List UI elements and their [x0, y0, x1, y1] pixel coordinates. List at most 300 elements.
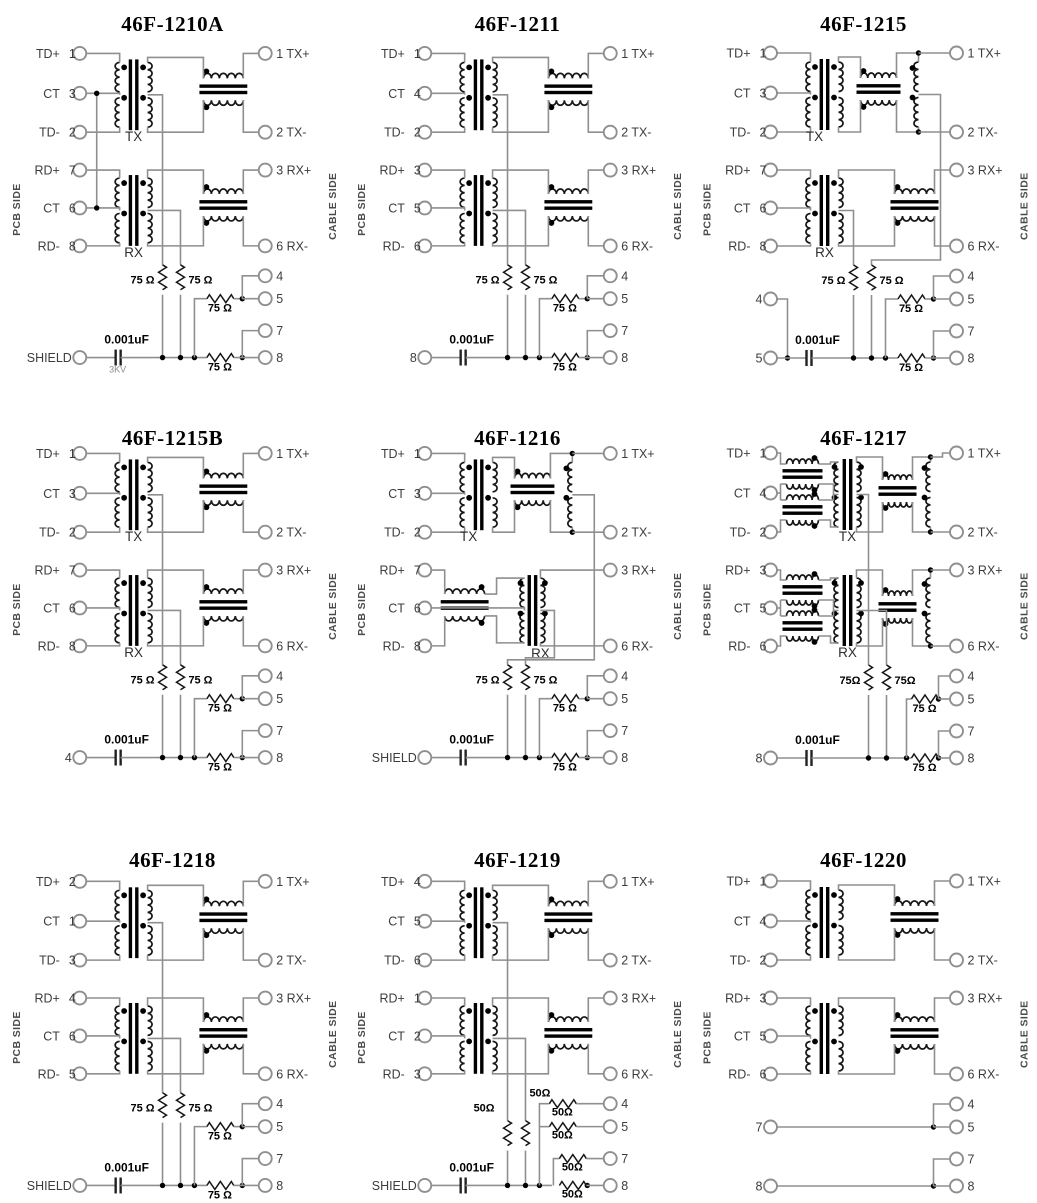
wire	[148, 1044, 204, 1074]
polarity-dot-icon	[812, 523, 818, 529]
resistor	[552, 354, 579, 362]
right-pin-label: 8	[621, 751, 629, 766]
wire	[148, 216, 204, 246]
pin-number: 2	[759, 525, 767, 540]
junction-dot	[505, 755, 510, 760]
circuit-title: 46F-1210A	[121, 12, 224, 36]
winding-coil	[148, 926, 152, 955]
core-bar	[135, 1003, 138, 1074]
pin-terminal	[950, 526, 963, 539]
polarity-dot-icon	[812, 1008, 818, 1014]
polarity-dot-icon	[910, 95, 916, 101]
wire	[588, 53, 603, 78]
wire	[934, 331, 951, 358]
pin-terminal	[604, 1152, 617, 1165]
polarity-dot-icon	[140, 464, 146, 470]
core-bar	[511, 484, 555, 487]
polarity-dot-icon	[121, 1008, 127, 1014]
core-bar	[544, 1034, 592, 1037]
cable-side-label: CABLE SIDE	[673, 572, 685, 640]
right-pin-label: 7	[967, 324, 975, 339]
wire	[588, 100, 603, 132]
polarity-dot-icon	[485, 1008, 491, 1014]
wire	[588, 1044, 603, 1074]
winding-coil	[115, 578, 119, 607]
bottom-pin-label: 8	[409, 351, 417, 366]
choke-coil	[548, 73, 588, 78]
pin-label: TD-	[39, 953, 60, 968]
circuit-title: 46F-1220	[820, 848, 907, 872]
resistor	[207, 295, 234, 303]
cable-side-label: CABLE SIDE	[328, 1000, 340, 1068]
pin-number: 4	[413, 874, 421, 889]
resistor	[504, 265, 512, 290]
wire	[431, 1036, 464, 1038]
core-bar	[891, 207, 939, 210]
right-pin-label: 8	[967, 751, 975, 766]
wire	[86, 208, 119, 210]
pin-label: TD+	[35, 874, 60, 889]
capacitor-value: 0.001uF	[104, 1160, 149, 1175]
pin-terminal	[259, 1179, 272, 1192]
wire	[86, 170, 119, 178]
wire	[86, 608, 119, 610]
core-bar	[199, 84, 247, 87]
right-pin-label: 6 RX-	[621, 639, 654, 654]
schematic-46F-1217	[690, 400, 1037, 800]
schematic-46F-1215	[690, 0, 1037, 400]
resistor	[159, 1093, 167, 1118]
polarity-dot-icon	[204, 896, 210, 902]
wire	[939, 676, 951, 699]
winding-coil	[493, 890, 497, 919]
resistor	[898, 354, 925, 362]
polarity-dot-icon	[204, 584, 210, 590]
pin-terminal	[604, 1179, 617, 1192]
wire	[934, 1159, 951, 1186]
cable-side-label: CABLE SIDE	[328, 572, 340, 640]
polarity-dot-icon	[121, 923, 127, 929]
wire	[243, 216, 258, 246]
junction-dot	[523, 755, 528, 760]
winding-coil	[493, 462, 497, 491]
wire	[550, 453, 572, 478]
core-bar	[879, 493, 917, 496]
resistor	[159, 265, 167, 290]
core-bar	[826, 59, 829, 130]
polarity-dot-icon	[883, 621, 889, 627]
wire	[148, 928, 204, 960]
winding-coil	[148, 613, 152, 642]
polarity-dot-icon	[121, 892, 127, 898]
winding-coil	[460, 1006, 464, 1035]
wire	[86, 921, 119, 922]
winding-coil	[839, 1006, 844, 1036]
winding-coil	[460, 462, 464, 491]
pin-label: RD+	[379, 163, 405, 178]
pin-terminal	[604, 526, 617, 539]
resistor	[898, 295, 925, 303]
core-bar	[199, 91, 247, 94]
pin-label: TD-	[39, 525, 60, 540]
wire	[839, 100, 861, 132]
wire	[839, 998, 895, 1022]
winding-coil	[839, 926, 844, 956]
resistor	[865, 665, 873, 690]
pin-terminal	[259, 954, 272, 967]
core-bar	[820, 59, 823, 130]
resistor-value: 75 Ω	[188, 674, 213, 687]
choke-coil	[445, 616, 485, 621]
polarity-dot-icon	[812, 95, 818, 101]
polarity-dot-icon	[121, 495, 127, 501]
wire	[148, 616, 204, 646]
wire	[493, 928, 549, 960]
polarity-dot-icon	[479, 584, 485, 590]
polarity-dot-icon	[812, 180, 818, 186]
pin-terminal	[604, 751, 617, 764]
winding-coil	[806, 214, 811, 244]
polarity-dot-icon	[812, 491, 818, 497]
core-bar	[783, 512, 823, 515]
polarity-dot-icon	[922, 465, 928, 471]
junction-dot	[866, 755, 871, 760]
wire	[86, 493, 119, 494]
core-bar	[783, 585, 823, 588]
pin-terminal	[259, 1067, 272, 1080]
transformer-label: RX	[838, 645, 857, 660]
winding-coil	[857, 498, 862, 528]
transformer-label: TX	[460, 529, 478, 545]
core-bar	[820, 175, 823, 246]
resistor	[176, 265, 184, 290]
core-bar	[474, 459, 477, 530]
circuit-title: 46F-1216	[474, 426, 561, 450]
wire	[243, 570, 258, 594]
pin-terminal	[764, 752, 777, 765]
winding-coil	[926, 498, 931, 528]
circuit-cell-1211	[345, 0, 690, 400]
circuit-title: 46F-1219	[474, 848, 561, 872]
core-bar	[480, 459, 483, 530]
pin-terminal	[259, 992, 272, 1005]
pin-label: RD-	[728, 1067, 751, 1082]
wire	[148, 500, 204, 532]
right-pin-label: 4	[967, 1097, 975, 1112]
wire	[777, 208, 811, 211]
resistor	[504, 665, 512, 690]
winding-coil	[115, 178, 119, 207]
resistor	[552, 695, 579, 703]
pin-number: 3	[68, 486, 76, 501]
wire	[935, 1044, 951, 1074]
pin-number: 7	[68, 563, 76, 578]
core-bar	[544, 84, 592, 87]
pin-number: 6	[759, 639, 767, 654]
resistor	[207, 1181, 234, 1189]
wire	[934, 276, 951, 299]
pin-terminal	[764, 1180, 777, 1193]
pin-label: RD+	[379, 563, 405, 578]
pin-terminal	[259, 875, 272, 888]
pin-label: TD-	[729, 125, 751, 140]
pin-label: RD-	[37, 639, 60, 654]
pin-label: TD+	[726, 46, 751, 61]
pin-terminal	[259, 324, 272, 337]
cable-side-label: CABLE SIDE	[328, 172, 340, 240]
core-bar	[135, 459, 138, 530]
right-pin-label: 4	[276, 669, 284, 684]
pin-number: 5	[759, 601, 767, 616]
pin-label: RD-	[382, 639, 405, 654]
pin-number: 5	[759, 1029, 767, 1044]
wire	[86, 955, 119, 960]
wire	[431, 881, 464, 890]
choke-coil	[548, 928, 588, 933]
polarity-dot-icon	[549, 104, 555, 110]
pin-number: 2	[68, 874, 76, 889]
pin-label: RD+	[34, 991, 60, 1006]
winding-coil	[115, 890, 119, 919]
wire	[243, 500, 258, 532]
wire	[493, 885, 549, 906]
polarity-dot-icon	[922, 581, 928, 587]
choke-coil	[203, 100, 243, 105]
choke-coil	[861, 73, 897, 78]
winding-coil	[806, 62, 811, 92]
wire	[539, 699, 551, 758]
junction-dot	[869, 355, 874, 360]
core-bar	[783, 469, 823, 472]
pin-label: TD-	[384, 953, 405, 968]
right-pin-label: 1 TX+	[276, 446, 310, 461]
pin-terminal	[764, 293, 777, 306]
choke-coil	[203, 500, 243, 505]
pin-terminal	[950, 240, 963, 253]
transformer-label: RX	[815, 245, 834, 260]
pin-label: RD-	[728, 239, 751, 254]
wire	[588, 216, 603, 246]
pin-terminal	[259, 1120, 272, 1133]
pin-label: TD+	[35, 46, 60, 61]
polarity-dot-icon	[910, 65, 916, 71]
pin-label: CT	[388, 86, 405, 101]
core-bar	[129, 59, 132, 130]
wire	[86, 570, 119, 578]
wire	[86, 53, 119, 62]
pin-label: TD+	[726, 446, 751, 461]
pin-number: 1	[759, 446, 767, 461]
pin-terminal	[259, 564, 272, 577]
pin-label: CT	[388, 601, 405, 616]
resistor-value: 75 Ω	[130, 1102, 155, 1115]
pin-terminal	[604, 164, 617, 177]
junction-dot	[851, 355, 856, 360]
pin-label: CT	[388, 914, 405, 929]
pin-label: RD+	[379, 991, 405, 1006]
right-pin-label: 7	[276, 324, 284, 339]
wire	[777, 636, 787, 646]
wire	[242, 731, 258, 758]
wire	[243, 100, 258, 132]
resistor-value: 75 Ω	[475, 274, 500, 287]
core-bar	[474, 59, 477, 130]
right-pin-label: 1 TX+	[276, 874, 310, 889]
pin-label: TD+	[35, 446, 60, 461]
polarity-dot-icon	[812, 571, 818, 577]
pin-label: CT	[43, 86, 60, 101]
pin-terminal	[604, 239, 617, 252]
wire	[777, 53, 811, 62]
wire	[86, 881, 119, 890]
choke-coil	[515, 473, 551, 478]
choke-coil	[895, 1017, 935, 1022]
winding-coil	[115, 926, 119, 955]
right-pin-label: 4	[967, 669, 975, 684]
resistor-value: 75 Ω	[130, 674, 155, 687]
core-bar	[135, 575, 138, 646]
wire	[777, 1036, 811, 1039]
pin-terminal	[604, 564, 617, 577]
core-bar	[544, 206, 592, 209]
choke-coil	[203, 928, 243, 933]
right-pin-label: 7	[621, 324, 629, 339]
polarity-dot-icon	[479, 620, 485, 626]
polarity-dot-icon	[204, 1012, 210, 1018]
polarity-dot-icon	[895, 184, 901, 190]
pin-label: CT	[388, 486, 405, 501]
wire	[493, 170, 549, 194]
bottom-pin-label: 8	[755, 751, 763, 766]
circuit-cell-1216	[345, 400, 690, 800]
pcb-side-label: PCB SIDE	[356, 583, 368, 636]
polarity-dot-icon	[812, 923, 818, 929]
resistor	[521, 1121, 529, 1146]
resistor-value: 75 Ω	[552, 702, 577, 715]
polarity-dot-icon	[895, 896, 901, 902]
junction-dot	[160, 355, 165, 360]
resistor	[868, 265, 876, 290]
pin-label: CT	[733, 1029, 751, 1044]
pcb-side-label: PCB SIDE	[11, 583, 23, 636]
pin-number: 3	[413, 163, 421, 178]
wire	[587, 331, 603, 358]
winding-coil	[839, 890, 844, 920]
resistor-value: 50Ω	[561, 1188, 583, 1201]
pin-number: 3	[413, 486, 421, 501]
wire	[485, 616, 525, 643]
wire	[777, 955, 811, 960]
core-bar	[441, 600, 489, 603]
right-pin-label: 7	[621, 724, 629, 739]
choke-coil	[203, 901, 243, 906]
resistor	[207, 1123, 234, 1131]
pin-number: 2	[413, 125, 421, 140]
bottom-pin-label: 7	[755, 1120, 763, 1135]
pin-number: 6	[68, 601, 76, 616]
polarity-dot-icon	[831, 95, 837, 101]
winding-coil	[148, 1006, 152, 1035]
core-bar	[544, 919, 592, 922]
polarity-dot-icon	[518, 580, 524, 586]
polarity-dot-icon	[832, 464, 838, 470]
pin-label: CT	[733, 486, 751, 501]
pin-number: 1	[68, 46, 76, 61]
core-bar	[199, 491, 247, 494]
wire	[839, 211, 854, 266]
pcb-side-label: PCB SIDE	[701, 1011, 714, 1064]
core-bar	[849, 575, 852, 646]
polarity-dot-icon	[861, 104, 867, 110]
winding-coil	[834, 614, 839, 644]
wire	[431, 170, 464, 178]
resistor	[850, 265, 858, 290]
pcb-side-label: PCB SIDE	[356, 1011, 368, 1064]
polarity-dot-icon	[204, 184, 210, 190]
pin-label: CT	[43, 914, 60, 929]
resistor-value: 75 Ω	[552, 761, 577, 774]
wire	[243, 53, 258, 78]
resistor-value: 50Ω	[551, 1106, 573, 1119]
right-pin-label: 8	[276, 751, 284, 766]
wire	[839, 170, 895, 194]
pin-number: 6	[413, 601, 421, 616]
pin-number: 3	[759, 991, 767, 1006]
core-bar	[199, 206, 247, 209]
wire	[588, 170, 603, 194]
resistor-value: 75Ω	[894, 675, 916, 687]
polarity-dot-icon	[121, 95, 127, 101]
winding-coil	[926, 614, 931, 644]
pin-terminal	[259, 126, 272, 139]
resistor	[912, 695, 939, 703]
polarity-dot-icon	[563, 465, 569, 471]
core-bar	[843, 575, 846, 646]
choke-coil	[861, 100, 897, 105]
pin-terminal	[950, 693, 963, 706]
choke-coil	[548, 100, 588, 105]
winding-coil	[115, 613, 119, 642]
circuit-title: 46F-1215B	[121, 426, 224, 450]
wire	[550, 500, 572, 532]
polarity-dot-icon	[858, 580, 864, 586]
polarity-dot-icon	[121, 180, 127, 186]
resistor-value: 75 Ω	[912, 762, 937, 774]
pin-terminal	[259, 724, 272, 737]
choke-coil	[203, 1044, 243, 1049]
polarity-dot-icon	[812, 639, 818, 645]
wire	[242, 1104, 258, 1127]
core-bar	[199, 919, 247, 922]
pin-terminal	[418, 1179, 431, 1192]
core-bar	[129, 175, 132, 246]
wire	[934, 1104, 951, 1127]
right-pin-label: 1 TX+	[967, 874, 1001, 889]
cable-side-label: CABLE SIDE	[673, 1000, 685, 1068]
resistor-value: 75 Ω	[207, 302, 232, 315]
pin-number: 5	[68, 1067, 76, 1082]
core-bar	[480, 1003, 483, 1074]
wire	[242, 331, 258, 358]
polarity-dot-icon	[518, 611, 524, 617]
right-pin-label: 2 TX-	[276, 125, 307, 140]
resistor-value: 50Ω	[551, 1129, 573, 1142]
right-pin-label: 2 TX-	[621, 525, 652, 540]
wire	[243, 928, 258, 960]
pin-number: 2	[759, 125, 767, 140]
pin-number: 1	[68, 914, 76, 929]
resistor-value: 50Ω	[529, 1087, 551, 1100]
